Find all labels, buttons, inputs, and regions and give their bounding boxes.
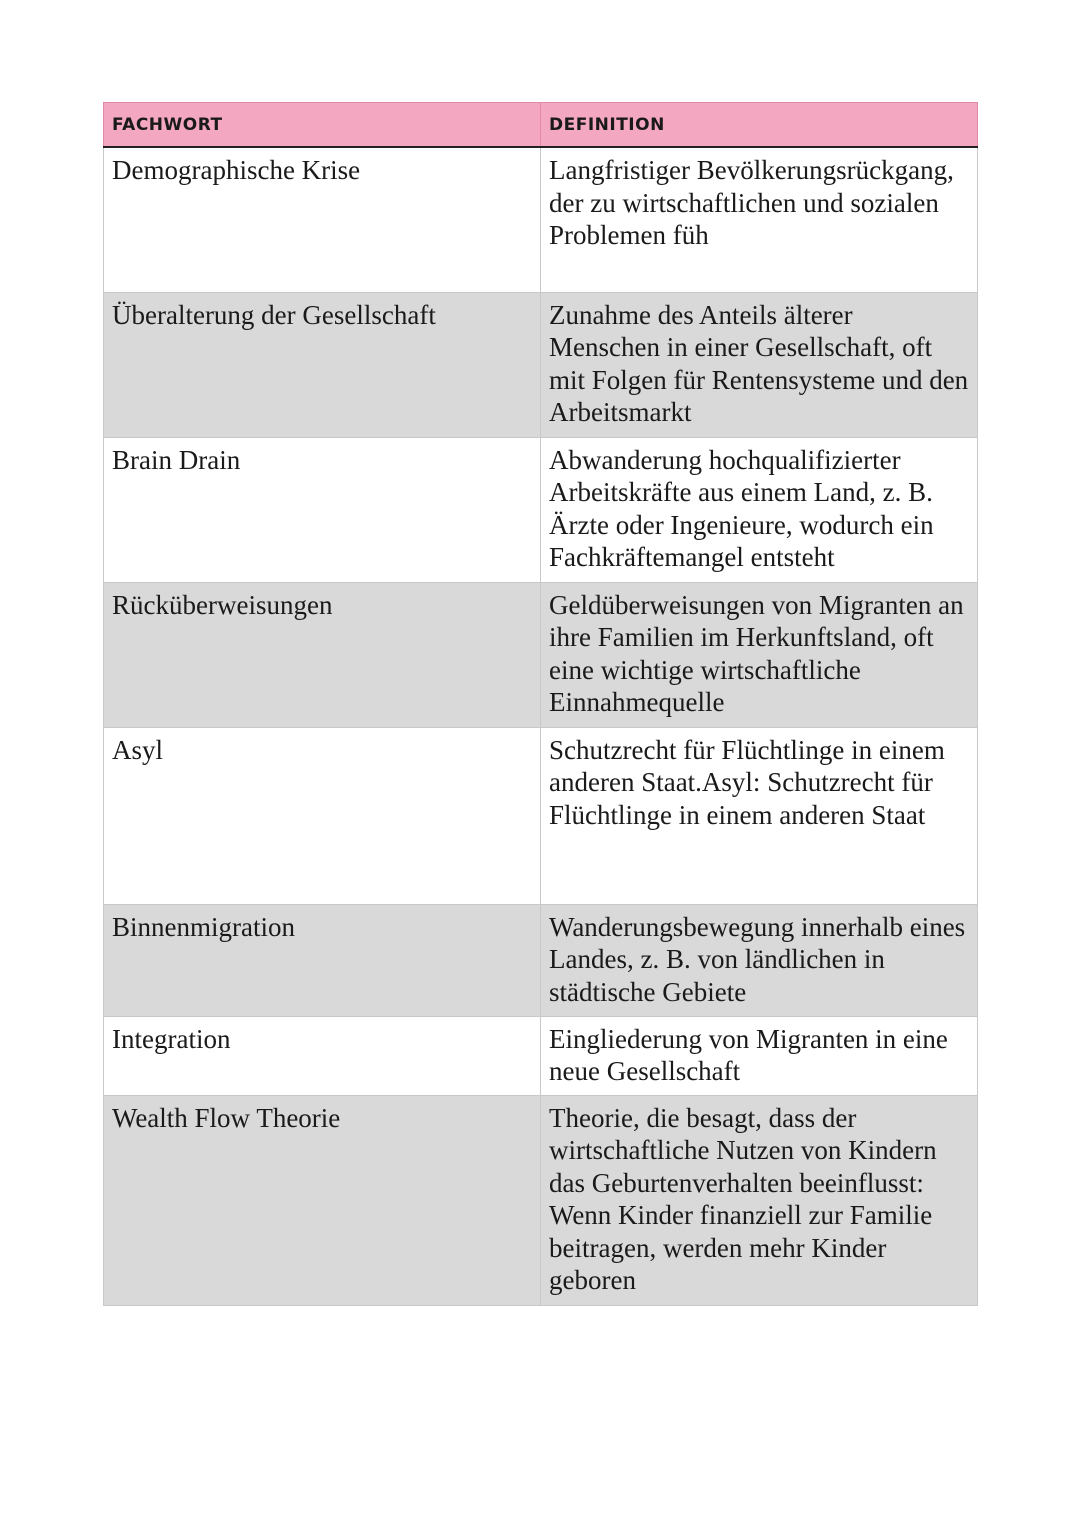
definition-cell: Schutzrecht für Flüchtlinge in einem anderen Staat.Asyl: Schutzrecht für Flüchtlinge in einem anderen Staat: [541, 727, 978, 904]
definition-cell: Theorie, die besagt, dass der wirtschaftliche Nutzen von Kindern das Geburtenverhalten beeinflusst: Wenn Kinder finanziell zur Familie beitragen, werden mehr Kinder geboren: [541, 1095, 978, 1305]
table-row: [104, 904, 978, 1016]
term-cell: Asyl: [104, 727, 541, 904]
term-cell: Wealth Flow Theorie: [104, 1095, 541, 1305]
definition-cell: Langfristiger Bevölkerungsrückgang, der zu wirtschaftlichen und sozialen Problemen füh: [541, 147, 978, 292]
term-cell: Binnenmigration: [104, 904, 541, 1016]
header-row: [104, 103, 978, 148]
term-cell: Demographische Krise: [104, 147, 541, 292]
definition-cell: Wanderungsbewegung innerhalb eines Landes, z. B. von ländlichen in städtische Gebiete: [541, 904, 978, 1016]
term-cell: Integration: [104, 1016, 541, 1095]
definition-cell: Abwanderung hochqualifizierter Arbeitskräfte aus einem Land, z. B. Ärzte oder Ingenieure, wodurch ein Fachkräftemangel entsteht: [541, 437, 978, 582]
term-cell: Rücküberweisungen: [104, 582, 541, 727]
definition-cell: Zunahme des Anteils älterer Menschen in einer Gesellschaft, oft mit Folgen für Rentensysteme und den Arbeitsmarkt: [541, 292, 978, 437]
column-header-definition: DEFINITION: [541, 103, 978, 148]
table-row: [104, 437, 978, 582]
term-cell: Überalterung der Gesellschaft: [104, 292, 541, 437]
glossary-table: [103, 102, 978, 1306]
definition-cell: Eingliederung von Migranten in eine neue Gesellschaft: [541, 1016, 978, 1095]
definition-cell: Geldüberweisungen von Migranten an ihre Familien im Herkunftsland, oft eine wichtige wirtschaftliche Einnahmequelle: [541, 582, 978, 727]
table-row: [104, 1095, 978, 1305]
table-row: [104, 147, 978, 292]
term-cell: Brain Drain: [104, 437, 541, 582]
column-header-term: FACHWORT: [104, 103, 541, 148]
table-row: [104, 292, 978, 437]
table-row: [104, 727, 978, 904]
table-row: [104, 1016, 978, 1095]
table-row: [104, 582, 978, 727]
